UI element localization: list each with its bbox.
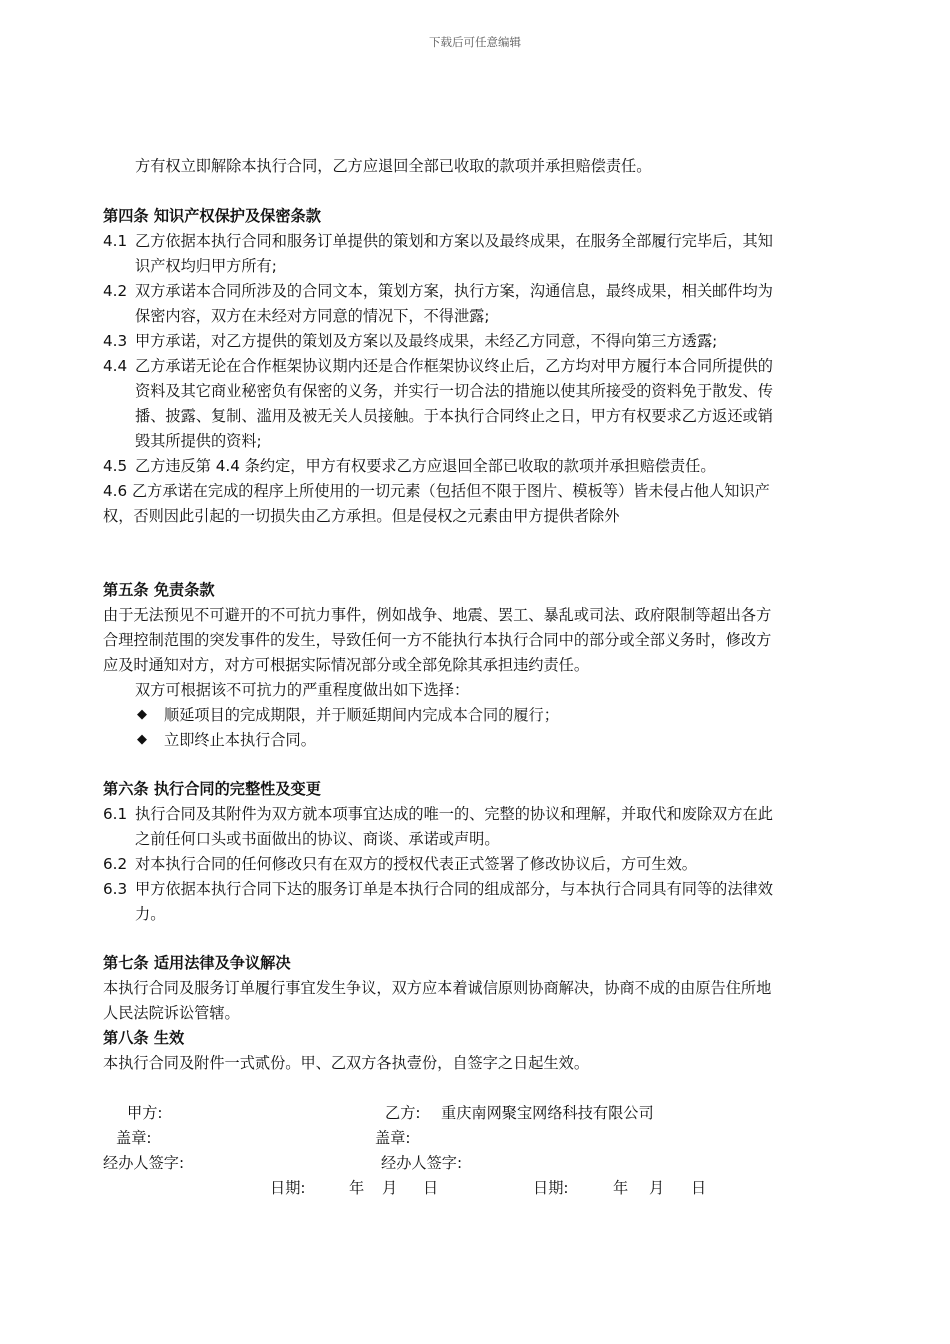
section-8-title: 第八条 生效 <box>103 1029 185 1047</box>
item-4-1-line-1: 乙方依据本执行合同和服务订单提供的策划和方案以及最终成果，在服务全部履行完毕后，其知 <box>135 232 773 250</box>
section-5-line-2: 合理控制范围的突发事件的发生，导致任何一方不能执行本执行合同中的部分或全部义务时，修改方 <box>103 631 772 649</box>
date-a-month: 月 <box>382 1179 398 1197</box>
item-4-4-line-4: 毁其所提供的资料; <box>135 432 262 450</box>
item-4-5-line-1: 乙方违反第 4.4 条约定，甲方有权要求乙方应退回全部已收取的款项并承担赔偿责任。 <box>135 457 716 475</box>
section-5-line-3: 应及时通知对方，对方可根据实际情况部分或全部免除其承担违约责任。 <box>103 656 589 674</box>
date-a-label: 日期: <box>270 1179 306 1197</box>
item-4-1-line-2: 识产权均归甲方所有; <box>135 257 277 275</box>
section-7-title: 第七条 适用法律及争议解决 <box>103 954 291 972</box>
agent-a-label: 经办人签字: <box>103 1154 185 1172</box>
item-4-3-number: 4.3 <box>103 332 128 350</box>
seal-b-label: 盖章: <box>375 1129 411 1147</box>
item-6-1-number: 6.1 <box>103 805 128 823</box>
seal-a-label: 盖章: <box>116 1129 152 1147</box>
paragraph-continuation: 方有权立即解除本执行合同，乙方应退回全部已收取的款项并承担赔偿责任。 <box>135 157 652 175</box>
item-4-2-number: 4.2 <box>103 282 128 300</box>
section-5-title: 第五条 免责条款 <box>103 581 215 599</box>
section-4-title: 第四条 知识产权保护及保密条款 <box>103 207 321 225</box>
section-6-title: 第六条 执行合同的完整性及变更 <box>103 780 321 798</box>
item-4-3-line-1: 甲方承诺，对乙方提供的策划及方案以及最终成果，未经乙方同意，不得向第三方透露; <box>135 332 718 350</box>
item-6-2-number: 6.2 <box>103 855 128 873</box>
item-6-1-line-1: 执行合同及其附件为双方就本项事宜达成的唯一的、完整的协议和理解，并取代和废除双方在此 <box>135 805 773 823</box>
item-6-3-line-2: 力。 <box>135 905 166 923</box>
date-b-year: 年 <box>613 1179 629 1197</box>
item-4-2-line-1: 双方承诺本合同所涉及的合同文本，策划方案，执行方案，沟通信息，最终成果，相关邮件均为 <box>135 282 773 300</box>
section-8-line-1: 本执行合同及附件一式贰份。甲、乙双方各执壹份，自签字之日起生效。 <box>103 1054 589 1072</box>
item-6-3-line-1: 甲方依据本执行合同下达的服务订单是本执行合同的组成部分，与本执行合同具有同等的法律效 <box>135 880 773 898</box>
party-b-label: 乙方: <box>385 1104 421 1122</box>
item-4-5-number: 4.5 <box>103 457 128 475</box>
date-a-year: 年 <box>349 1179 365 1197</box>
item-4-2-line-2: 保密内容，双方在未经对方同意的情况下，不得泄露; <box>135 307 490 325</box>
item-4-4-number: 4.4 <box>103 357 128 375</box>
item-6-3-number: 6.3 <box>103 880 128 898</box>
party-b-company: 重庆南网聚宝网络科技有限公司 <box>441 1104 654 1122</box>
bullet-item-2: 立即终止本执行合同。 <box>164 731 316 749</box>
item-6-2-line-1: 对本执行合同的任何修改只有在双方的授权代表正式签署了修改协议后，方可生效。 <box>135 855 697 873</box>
bullet-diamond-icon: ◆ <box>137 707 147 722</box>
item-4-4-line-3: 播、披露、复制、滥用及被无关人员接触。于本执行合同终止之日，甲方有权要求乙方返还或销 <box>135 407 773 425</box>
section-7-line-1: 本执行合同及服务订单履行事宜发生争议，双方应本着诚信原则协商解决，协商不成的由原告住所地 <box>103 979 772 997</box>
date-b-month: 月 <box>649 1179 665 1197</box>
agent-b-label: 经办人签字: <box>381 1154 463 1172</box>
bullet-diamond-icon: ◆ <box>137 732 147 747</box>
item-4-4-line-2: 资料及其它商业秘密负有保密的义务，并实行一切合法的措施以使其所接受的资料免于散发、传 <box>135 382 773 400</box>
item-4-6-line-1: 4.6 乙方承诺在完成的程序上所使用的一切元素（包括但不限于图片、模板等）皆未侵占他人知识产 <box>103 482 770 500</box>
date-b-label: 日期: <box>533 1179 569 1197</box>
date-a-day: 日 <box>423 1179 439 1197</box>
page-header: 下载后可任意编辑 <box>429 35 521 49</box>
item-4-6-line-2: 权，否则因此引起的一切损失由乙方承担。但是侵权之元素由甲方提供者除外 <box>103 507 620 525</box>
bullet-item-1: 顺延项目的完成期限，并于顺延期间内完成本合同的履行； <box>164 706 559 724</box>
item-4-4-line-1: 乙方承诺无论在合作框架协议期内还是合作框架协议终止后，乙方均对甲方履行本合同所提供的 <box>135 357 773 375</box>
item-6-1-line-2: 之前任何口头或书面做出的协议、商谈、承诺或声明。 <box>135 830 500 848</box>
party-a-label: 甲方: <box>127 1104 163 1122</box>
section-7-line-2: 人民法院诉讼管辖。 <box>103 1004 240 1022</box>
section-5-line-1: 由于无法预见不可避开的不可抗力事件，例如战争、地震、罢工、暴乱或司法、政府限制等超出各方 <box>103 606 772 624</box>
section-5-line-4: 双方可根据该不可抗力的严重程度做出如下选择： <box>135 681 470 699</box>
date-b-day: 日 <box>691 1179 707 1197</box>
item-4-1-number: 4.1 <box>103 232 128 250</box>
